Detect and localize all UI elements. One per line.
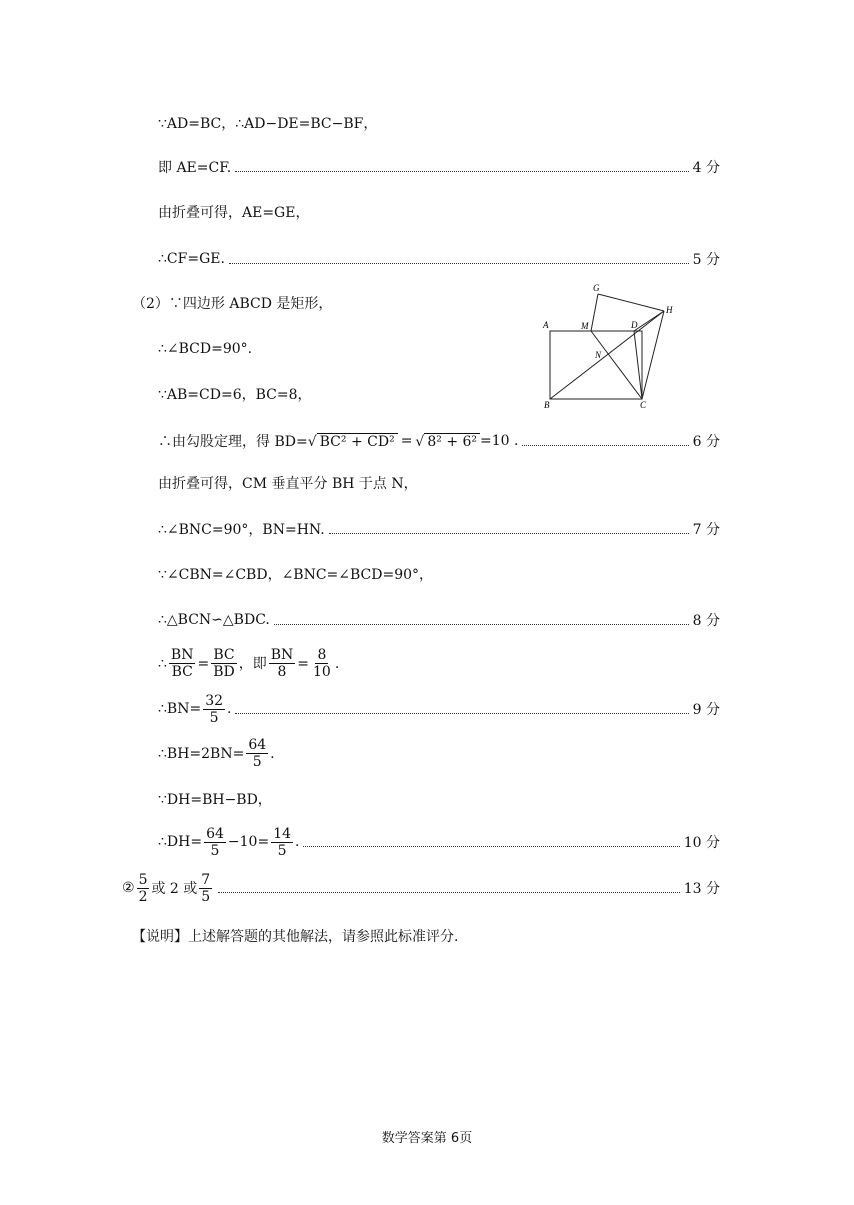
- line-13: [158, 647, 339, 680]
- seg-hc: [642, 311, 664, 399]
- score-10: 10 分: [683, 835, 720, 851]
- line-2-text: 即 AE=CF.: [158, 160, 232, 176]
- line-8: [158, 427, 720, 455]
- line-8-text: [158, 431, 518, 451]
- frac-bn-8: $\frac{BN}{8}$: [270, 647, 294, 680]
- line-17: [158, 823, 720, 861]
- label-g: G: [593, 283, 600, 293]
- score-8: 8 分: [692, 613, 720, 629]
- label-a: A: [543, 320, 549, 330]
- line-7: ∵AB=CD=6，BC=8，: [158, 387, 312, 403]
- frac-64-5: $\frac{64}{5}$: [248, 737, 267, 770]
- frac-bc-bd: $\frac{BC}{BD}$: [213, 647, 235, 680]
- label-b: B: [544, 400, 550, 410]
- sqrt-bc-cd: √ BC² + CD²: [308, 433, 398, 450]
- dot-leader: [235, 713, 688, 714]
- line-12-text: ∴△BCN∽△BDC.: [158, 612, 270, 628]
- sqrt-8-6: √ 8² + 6²: [415, 433, 480, 450]
- line-11: ∵∠CBN=∠CBD，∠BNC=∠BCD=90°，: [158, 567, 434, 583]
- geometry-figure: [538, 282, 678, 412]
- namely: ，即: [238, 655, 267, 672]
- page-footer: 数学答案第 6页: [381, 1131, 473, 1146]
- therefore: ∴: [158, 655, 167, 672]
- seg-gh: [598, 294, 664, 311]
- line-18-text: ② $\frac{5}{2}$ 或 2 或 $\frac{7}{5}$: [122, 871, 211, 905]
- dot-leader: [303, 846, 679, 847]
- line-4: [158, 248, 720, 270]
- period: .: [334, 655, 340, 672]
- line-12: [158, 609, 720, 631]
- line-16: ∵DH=BH−BD，: [158, 792, 272, 808]
- score-13: 13 分: [683, 881, 720, 897]
- pythag-result: =10 .: [480, 433, 519, 449]
- line-10-text: ∴∠BNC=90°，BN=HN.: [158, 522, 325, 538]
- line-14-text: ∴BN= $\frac{32}{5}$ .: [158, 692, 232, 726]
- frac-bn-bc: $\frac{BN}{BC}$: [170, 647, 194, 680]
- frac-5-2: $\frac{5}{2}$: [138, 871, 148, 905]
- line-3: 由折叠可得，AE=GE，: [158, 205, 310, 221]
- grading-note: 【说明】上述解答题的其他解法，请参照此标准评分.: [132, 929, 459, 945]
- label-n: N: [595, 350, 602, 360]
- score-4: 4 分: [692, 160, 720, 176]
- frac-8-10: $\frac{8}{10}$: [313, 647, 331, 680]
- dot-leader: [329, 533, 689, 534]
- line-14: [158, 690, 720, 728]
- frac-14-5: $\frac{14}{5}$: [273, 825, 292, 859]
- score-6: 6 分: [692, 434, 720, 450]
- label-c: C: [640, 400, 647, 410]
- label-h: H: [666, 305, 673, 315]
- line-6: ∴∠BCD=90°.: [158, 341, 253, 357]
- seg-dc: [634, 331, 642, 399]
- score-5: 5 分: [692, 252, 720, 268]
- dot-leader: [522, 445, 688, 446]
- dot-leader: [235, 171, 688, 172]
- line-15: ∴BH=2BN= $\frac{64}{5}$ .: [158, 737, 275, 770]
- equals: =: [297, 655, 309, 672]
- frac-7-5: $\frac{7}{5}$: [201, 871, 211, 905]
- frac-64-5: $\frac{64}{5}$: [206, 825, 224, 859]
- score-7: 7 分: [692, 522, 720, 538]
- line-18: [122, 869, 720, 907]
- score-9: 9 分: [692, 702, 720, 718]
- line-10: [158, 518, 720, 540]
- seg-bh: [550, 311, 664, 399]
- dot-leader: [274, 624, 689, 625]
- line-2: [158, 156, 720, 178]
- label-m: M: [581, 321, 589, 331]
- seg-mg: [591, 294, 598, 331]
- line-9: 由折叠可得，CM 垂直平分 BH 于点 N，: [158, 476, 418, 492]
- equals: =: [197, 655, 210, 672]
- line-17-text: ∴DH= $\frac{64}{5}$ −10= $\frac{14}{5}$ .: [158, 825, 300, 859]
- pythag-prefix: ∴由勾股定理，得 BD=: [158, 434, 308, 450]
- seg-mc: [591, 331, 642, 399]
- frac-32-5: $\frac{32}{5}$: [205, 692, 224, 726]
- equals: =: [400, 433, 413, 449]
- line-4-text: ∴CF=GE.: [158, 251, 225, 267]
- line-5: （2）∵四边形 ABCD 是矩形，: [132, 296, 333, 312]
- line-1: ∵AD=BC，∴AD−DE=BC−BF，: [158, 116, 378, 132]
- label-d: D: [631, 320, 638, 330]
- dot-leader: [218, 892, 680, 893]
- dot-leader: [229, 263, 689, 264]
